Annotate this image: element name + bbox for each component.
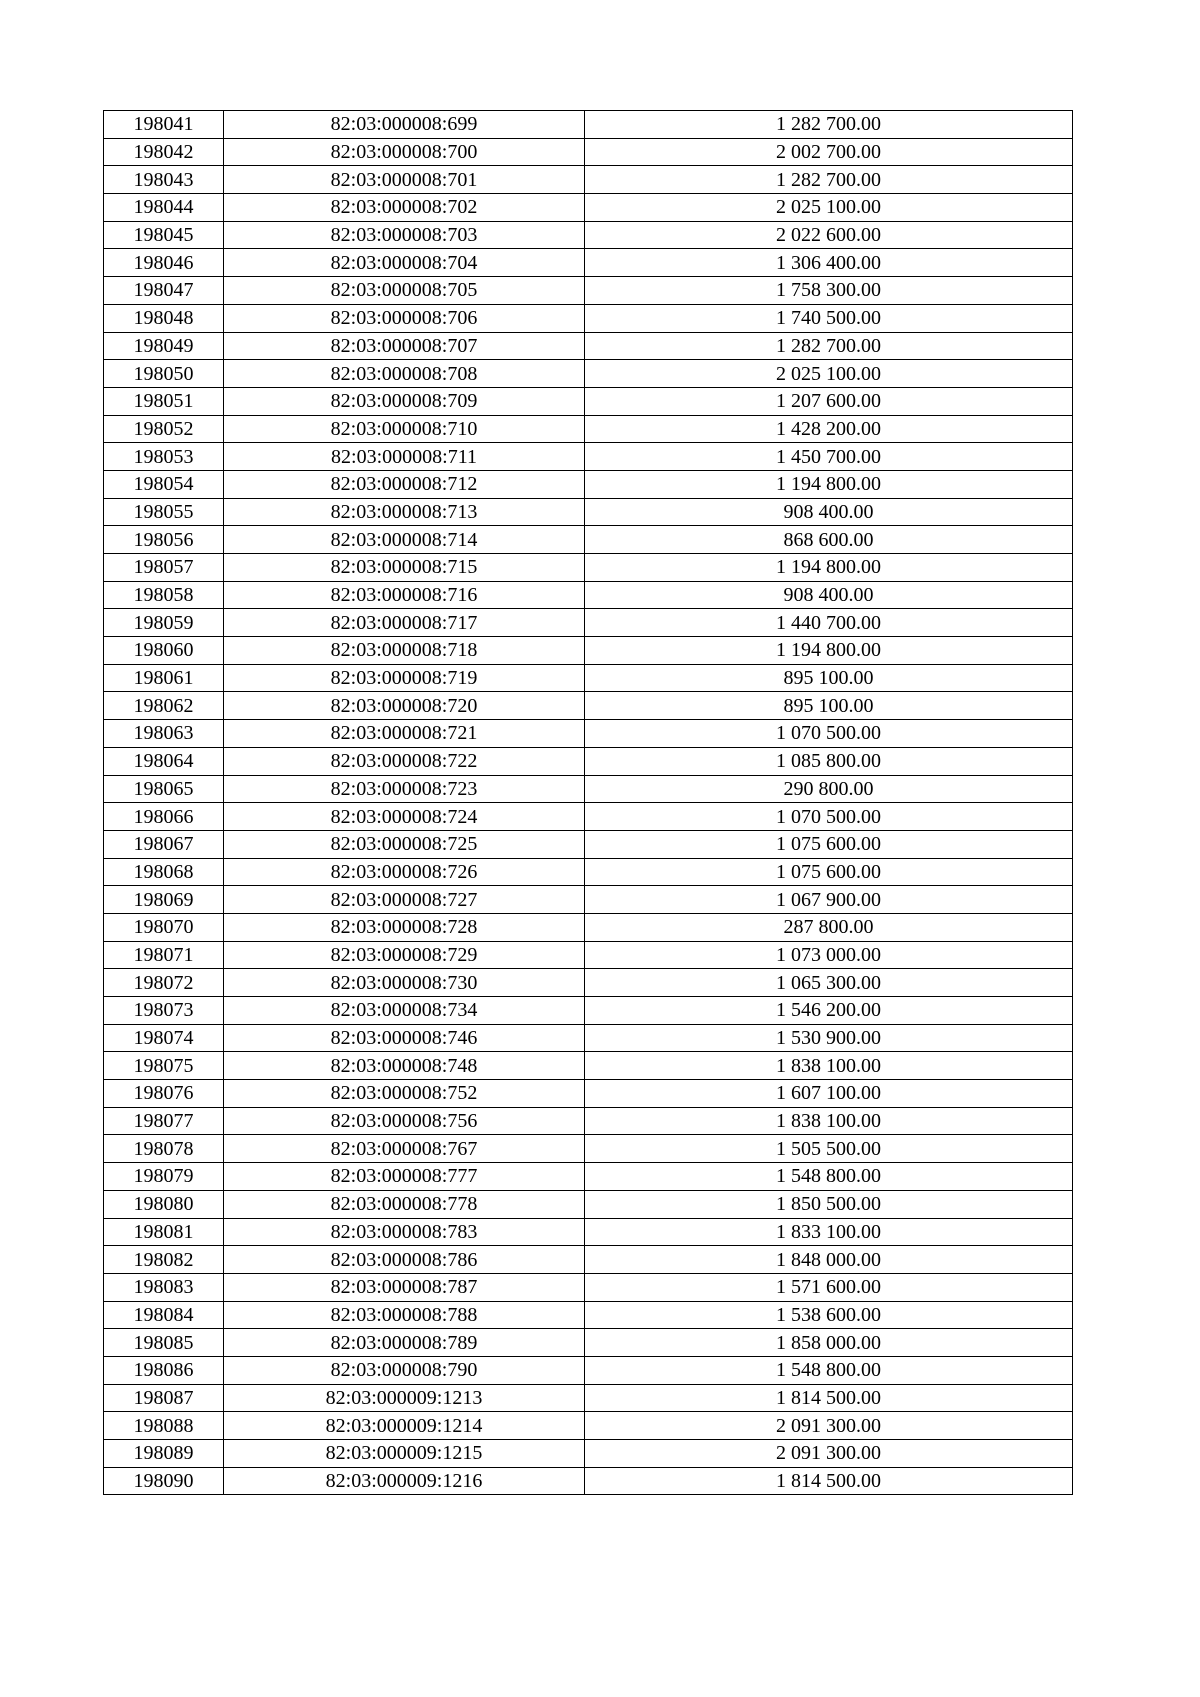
row-id-cell: 198068 [104,858,224,886]
table-row [104,332,1073,360]
cadastral-value-cell: 1 548 800.00 [585,1356,1073,1384]
table-row [104,249,1073,277]
row-id-cell: 198054 [104,470,224,498]
table-row [104,1190,1073,1218]
cadastral-number-cell: 82:03:000008:788 [224,1301,585,1329]
cadastral-value-cell: 2 022 600.00 [585,221,1073,249]
table-row [104,858,1073,886]
cadastral-value-cell: 2 002 700.00 [585,138,1073,166]
table-row [104,886,1073,914]
table-row [104,415,1073,443]
row-id-cell: 198083 [104,1273,224,1301]
row-id-cell: 198045 [104,221,224,249]
cadastral-number-cell: 82:03:000008:700 [224,138,585,166]
cadastral-number-cell: 82:03:000008:778 [224,1190,585,1218]
cadastral-number-cell: 82:03:000008:701 [224,166,585,194]
cadastral-number-cell: 82:03:000008:713 [224,498,585,526]
cadastral-value-cell: 2 091 300.00 [585,1440,1073,1468]
table-row [104,304,1073,332]
cadastral-value-cell: 1 571 600.00 [585,1273,1073,1301]
cadastral-number-cell: 82:03:000008:704 [224,249,585,277]
cadastral-number-cell: 82:03:000008:718 [224,637,585,665]
cadastral-number-cell: 82:03:000008:746 [224,1024,585,1052]
cadastral-value-cell: 1 858 000.00 [585,1329,1073,1357]
table-row [104,1218,1073,1246]
table-row [104,166,1073,194]
cadastral-value-cell: 1 194 800.00 [585,637,1073,665]
cadastral-number-cell: 82:03:000008:734 [224,997,585,1025]
cadastral-value-cell: 1 065 300.00 [585,969,1073,997]
cadastral-number-cell: 82:03:000008:719 [224,664,585,692]
cadastral-number-cell: 82:03:000008:730 [224,969,585,997]
cadastral-value-cell: 1 067 900.00 [585,886,1073,914]
cadastral-value-cell: 1 838 100.00 [585,1107,1073,1135]
cadastral-value-cell: 1 306 400.00 [585,249,1073,277]
cadastral-number-cell: 82:03:000008:728 [224,913,585,941]
table-row [104,803,1073,831]
table-row [104,581,1073,609]
cadastral-number-cell: 82:03:000008:790 [224,1356,585,1384]
row-id-cell: 198042 [104,138,224,166]
row-id-cell: 198060 [104,637,224,665]
cadastral-number-cell: 82:03:000008:715 [224,554,585,582]
row-id-cell: 198079 [104,1163,224,1191]
table-row [104,111,1073,139]
table-row [104,360,1073,388]
row-id-cell: 198052 [104,415,224,443]
table-row [104,1246,1073,1274]
cadastral-value-cell: 1 282 700.00 [585,166,1073,194]
table-row [104,1052,1073,1080]
cadastral-number-cell: 82:03:000008:783 [224,1218,585,1246]
cadastral-value-cell: 1 070 500.00 [585,803,1073,831]
cadastral-number-cell: 82:03:000008:710 [224,415,585,443]
cadastral-value-cell: 1 833 100.00 [585,1218,1073,1246]
cadastral-value-cell: 1 194 800.00 [585,554,1073,582]
table-row [104,1329,1073,1357]
cadastral-number-cell: 82:03:000008:723 [224,775,585,803]
row-id-cell: 198046 [104,249,224,277]
table-row [104,221,1073,249]
row-id-cell: 198075 [104,1052,224,1080]
cadastral-value-cell: 290 800.00 [585,775,1073,803]
cadastral-number-cell: 82:03:000008:702 [224,194,585,222]
cadastral-value-cell: 908 400.00 [585,498,1073,526]
cadastral-number-cell: 82:03:000008:699 [224,111,585,139]
cadastral-number-cell: 82:03:000008:703 [224,221,585,249]
cadastral-value-cell: 1 838 100.00 [585,1052,1073,1080]
table-row [104,1273,1073,1301]
row-id-cell: 198084 [104,1301,224,1329]
cadastral-number-cell: 82:03:000008:708 [224,360,585,388]
row-id-cell: 198057 [104,554,224,582]
row-id-cell: 198065 [104,775,224,803]
table-row [104,1301,1073,1329]
row-id-cell: 198058 [104,581,224,609]
cadastral-value-cell: 1 282 700.00 [585,111,1073,139]
row-id-cell: 198072 [104,969,224,997]
cadastral-number-cell: 82:03:000008:767 [224,1135,585,1163]
cadastral-value-cell: 1 814 500.00 [585,1467,1073,1495]
cadastral-value-cell: 1 607 100.00 [585,1080,1073,1108]
cadastral-value-cell: 1 194 800.00 [585,470,1073,498]
data-table [103,110,1073,1495]
cadastral-value-cell: 1 505 500.00 [585,1135,1073,1163]
row-id-cell: 198041 [104,111,224,139]
table-row [104,1080,1073,1108]
table-row [104,637,1073,665]
table-row [104,1024,1073,1052]
cadastral-number-cell: 82:03:000008:717 [224,609,585,637]
table-row [104,692,1073,720]
row-id-cell: 198069 [104,886,224,914]
cadastral-value-cell: 895 100.00 [585,692,1073,720]
table-row [104,138,1073,166]
cadastral-value-cell: 1 440 700.00 [585,609,1073,637]
cadastral-number-cell: 82:03:000008:721 [224,720,585,748]
row-id-cell: 198078 [104,1135,224,1163]
cadastral-value-cell: 1 207 600.00 [585,387,1073,415]
cadastral-value-cell: 895 100.00 [585,664,1073,692]
table-row [104,277,1073,305]
table-row [104,526,1073,554]
cadastral-value-cell: 1 758 300.00 [585,277,1073,305]
table-row [104,194,1073,222]
cadastral-number-cell: 82:03:000009:1216 [224,1467,585,1495]
table-row [104,997,1073,1025]
cadastral-number-cell: 82:03:000008:725 [224,830,585,858]
row-id-cell: 198064 [104,747,224,775]
table-row [104,969,1073,997]
table-row [104,1412,1073,1440]
row-id-cell: 198048 [104,304,224,332]
cadastral-value-cell: 1 538 600.00 [585,1301,1073,1329]
table-row [104,664,1073,692]
cadastral-number-cell: 82:03:000009:1213 [224,1384,585,1412]
row-id-cell: 198059 [104,609,224,637]
table-row [104,720,1073,748]
row-id-cell: 198070 [104,913,224,941]
cadastral-value-cell: 1 282 700.00 [585,332,1073,360]
cadastral-number-cell: 82:03:000008:756 [224,1107,585,1135]
row-id-cell: 198071 [104,941,224,969]
row-id-cell: 198074 [104,1024,224,1052]
cadastral-number-cell: 82:03:000008:789 [224,1329,585,1357]
table-body [104,111,1073,1495]
row-id-cell: 198047 [104,277,224,305]
cadastral-value-cell: 287 800.00 [585,913,1073,941]
row-id-cell: 198081 [104,1218,224,1246]
cadastral-number-cell: 82:03:000008:711 [224,443,585,471]
row-id-cell: 198088 [104,1412,224,1440]
table-row [104,913,1073,941]
cadastral-value-cell: 1 850 500.00 [585,1190,1073,1218]
cadastral-number-cell: 82:03:000009:1215 [224,1440,585,1468]
cadastral-number-cell: 82:03:000008:709 [224,387,585,415]
row-id-cell: 198056 [104,526,224,554]
table-row [104,747,1073,775]
row-id-cell: 198062 [104,692,224,720]
cadastral-value-cell: 1 070 500.00 [585,720,1073,748]
row-id-cell: 198044 [104,194,224,222]
row-id-cell: 198086 [104,1356,224,1384]
row-id-cell: 198073 [104,997,224,1025]
cadastral-number-cell: 82:03:000008:722 [224,747,585,775]
cadastral-value-cell: 1 814 500.00 [585,1384,1073,1412]
cadastral-number-cell: 82:03:000008:724 [224,803,585,831]
row-id-cell: 198055 [104,498,224,526]
table-row [104,470,1073,498]
row-id-cell: 198090 [104,1467,224,1495]
row-id-cell: 198085 [104,1329,224,1357]
cadastral-number-cell: 82:03:000008:712 [224,470,585,498]
row-id-cell: 198077 [104,1107,224,1135]
cadastral-value-cell: 1 546 200.00 [585,997,1073,1025]
row-id-cell: 198082 [104,1246,224,1274]
cadastral-value-cell: 1 450 700.00 [585,443,1073,471]
cadastral-value-cell: 1 848 000.00 [585,1246,1073,1274]
cadastral-value-cell: 2 091 300.00 [585,1412,1073,1440]
row-id-cell: 198043 [104,166,224,194]
row-id-cell: 198063 [104,720,224,748]
table-row [104,609,1073,637]
table-row [104,1163,1073,1191]
row-id-cell: 198050 [104,360,224,388]
table-row [104,554,1073,582]
table-row [104,443,1073,471]
table-row [104,498,1073,526]
cadastral-number-cell: 82:03:000008:706 [224,304,585,332]
table-row [104,1135,1073,1163]
cadastral-number-cell: 82:03:000008:705 [224,277,585,305]
cadastral-value-cell: 1 530 900.00 [585,1024,1073,1052]
row-id-cell: 198089 [104,1440,224,1468]
cadastral-number-cell: 82:03:000008:716 [224,581,585,609]
table-row [104,1107,1073,1135]
cadastral-number-cell: 82:03:000008:786 [224,1246,585,1274]
table-row [104,775,1073,803]
row-id-cell: 198066 [104,803,224,831]
row-id-cell: 198076 [104,1080,224,1108]
cadastral-number-cell: 82:03:000008:714 [224,526,585,554]
cadastral-value-cell: 1 075 600.00 [585,830,1073,858]
row-id-cell: 198067 [104,830,224,858]
cadastral-value-cell: 1 075 600.00 [585,858,1073,886]
row-id-cell: 198061 [104,664,224,692]
table-row [104,1356,1073,1384]
cadastral-value-cell: 908 400.00 [585,581,1073,609]
cadastral-number-cell: 82:03:000008:727 [224,886,585,914]
table-row [104,1440,1073,1468]
table-row [104,1384,1073,1412]
row-id-cell: 198049 [104,332,224,360]
cadastral-number-cell: 82:03:000008:720 [224,692,585,720]
cadastral-number-cell: 82:03:000008:707 [224,332,585,360]
row-id-cell: 198087 [104,1384,224,1412]
row-id-cell: 198051 [104,387,224,415]
cadastral-value-cell: 1 085 800.00 [585,747,1073,775]
cadastral-value-cell: 2 025 100.00 [585,360,1073,388]
table-row [104,387,1073,415]
cadastral-number-cell: 82:03:000008:748 [224,1052,585,1080]
cadastral-number-cell: 82:03:000009:1214 [224,1412,585,1440]
cadastral-value-cell: 1 740 500.00 [585,304,1073,332]
row-id-cell: 198080 [104,1190,224,1218]
cadastral-value-cell: 868 600.00 [585,526,1073,554]
cadastral-number-cell: 82:03:000008:787 [224,1273,585,1301]
table-row [104,941,1073,969]
table-row [104,1467,1073,1495]
cadastral-number-cell: 82:03:000008:729 [224,941,585,969]
cadastral-value-cell: 2 025 100.00 [585,194,1073,222]
cadastral-number-cell: 82:03:000008:777 [224,1163,585,1191]
cadastral-value-cell: 1 428 200.00 [585,415,1073,443]
cadastral-number-cell: 82:03:000008:752 [224,1080,585,1108]
cadastral-value-cell: 1 548 800.00 [585,1163,1073,1191]
cadastral-value-cell: 1 073 000.00 [585,941,1073,969]
row-id-cell: 198053 [104,443,224,471]
cadastral-number-cell: 82:03:000008:726 [224,858,585,886]
table-row [104,830,1073,858]
